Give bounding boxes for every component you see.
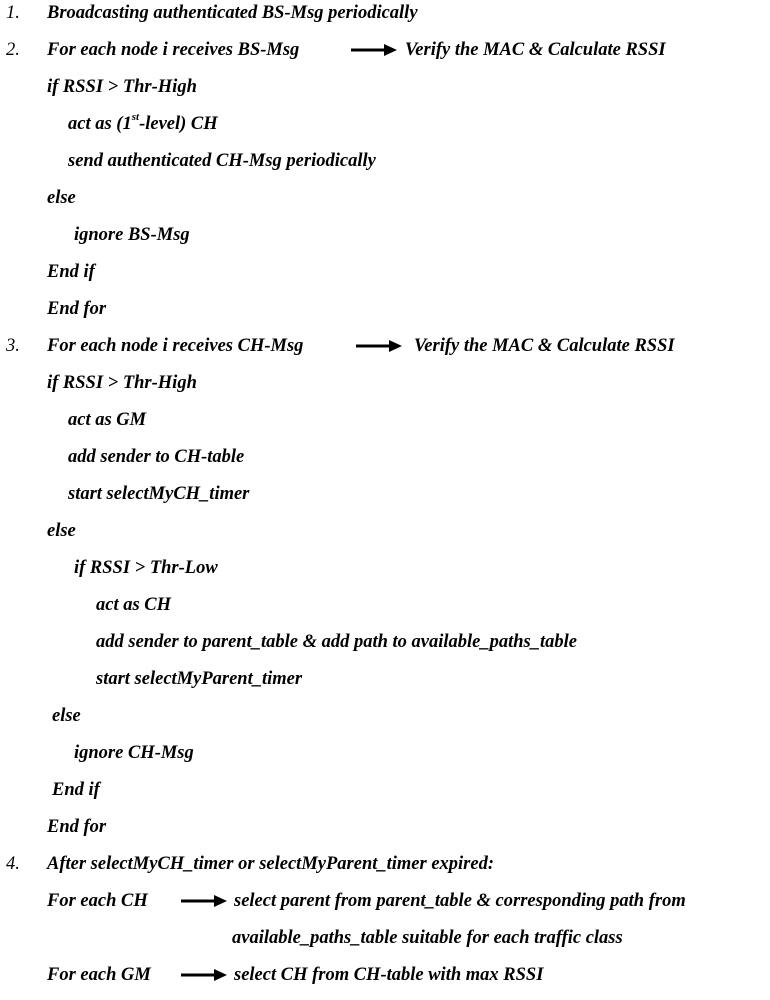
end-for-line: End for (47, 299, 107, 319)
if-low-line: if RSSI > Thr-Low (74, 558, 218, 578)
algo-line (0, 444, 770, 481)
step-number: 1. (6, 3, 20, 23)
algo-line (0, 925, 770, 962)
algo-line (0, 666, 770, 703)
add-parent-line: add sender to parent_table & add path to available_paths_table (96, 632, 577, 652)
algo-line (0, 592, 770, 629)
step-text: Broadcasting authenticated BS-Msg periodically (47, 3, 418, 23)
right-arrow-icon (355, 333, 403, 359)
algo-line-step3 (0, 333, 770, 370)
algo-line-step4 (0, 851, 770, 888)
start-ch-timer-line: start selectMyCH_timer (68, 484, 250, 504)
step-text: For each node i receives BS-Msg (47, 40, 300, 60)
start-parent-timer-line: start selectMyParent_timer (96, 669, 303, 689)
else-line: else (47, 188, 76, 208)
algo-line (0, 370, 770, 407)
send-line: send authenticated CH-Msg periodically (68, 151, 376, 171)
act-line (68, 111, 218, 137)
act-suffix: -level) CH (139, 114, 218, 134)
else-line: else (47, 521, 76, 541)
algo-line (0, 148, 770, 185)
ch-action-cont: available_paths_table suitable for each traffic class (232, 928, 623, 948)
add-sender-line: add sender to CH-table (68, 447, 245, 467)
algo-line (0, 74, 770, 111)
ignore-line: ignore CH-Msg (74, 743, 194, 763)
algo-line (0, 259, 770, 296)
algo-line (0, 962, 770, 999)
right-arrow-icon (180, 888, 228, 914)
algo-line (0, 407, 770, 444)
gm-action: select CH from CH-table with max RSSI (234, 965, 544, 985)
ch-action: select parent from parent_table & corresponding path from (234, 891, 686, 911)
if-line: if RSSI > Thr-High (47, 77, 197, 97)
algo-line (0, 703, 770, 740)
end-if-line: End if (47, 262, 95, 282)
end-if-line: End if (52, 780, 100, 800)
act-superscript: st (131, 110, 140, 123)
algo-line (0, 629, 770, 666)
right-arrow-icon (350, 37, 398, 63)
step-result-text: Verify the MAC & Calculate RSSI (405, 40, 666, 60)
algo-line (0, 185, 770, 222)
gm-label: For each GM (47, 965, 151, 985)
algo-line (0, 222, 770, 259)
step-text: For each node i receives CH-Msg (47, 336, 304, 356)
algo-line (0, 518, 770, 555)
algo-line (0, 111, 770, 148)
algo-line-step1 (0, 0, 770, 37)
step-number: 2. (6, 40, 20, 60)
algo-line (0, 777, 770, 814)
step-number: 3. (6, 336, 20, 356)
algo-line (0, 740, 770, 777)
step-number: 4. (6, 854, 20, 874)
algo-line (0, 555, 770, 592)
act-gm-line: act as GM (68, 410, 147, 430)
else-line: else (52, 706, 81, 726)
ch-label: For each CH (47, 891, 148, 911)
step-text: After selectMyCH_timer or selectMyParent_timer expired: (47, 854, 494, 874)
if-line: if RSSI > Thr-High (47, 373, 197, 393)
act-ch-line: act as CH (96, 595, 172, 615)
algo-line (0, 296, 770, 333)
algo-line-step2 (0, 37, 770, 74)
act-prefix: act as (1 (68, 114, 132, 134)
right-arrow-icon (180, 962, 228, 988)
end-for-line: End for (47, 817, 107, 837)
ignore-line: ignore BS-Msg (74, 225, 190, 245)
algo-line (0, 814, 770, 851)
algo-line (0, 481, 770, 518)
algo-line (0, 888, 770, 925)
step-result-text: Verify the MAC & Calculate RSSI (414, 336, 675, 356)
